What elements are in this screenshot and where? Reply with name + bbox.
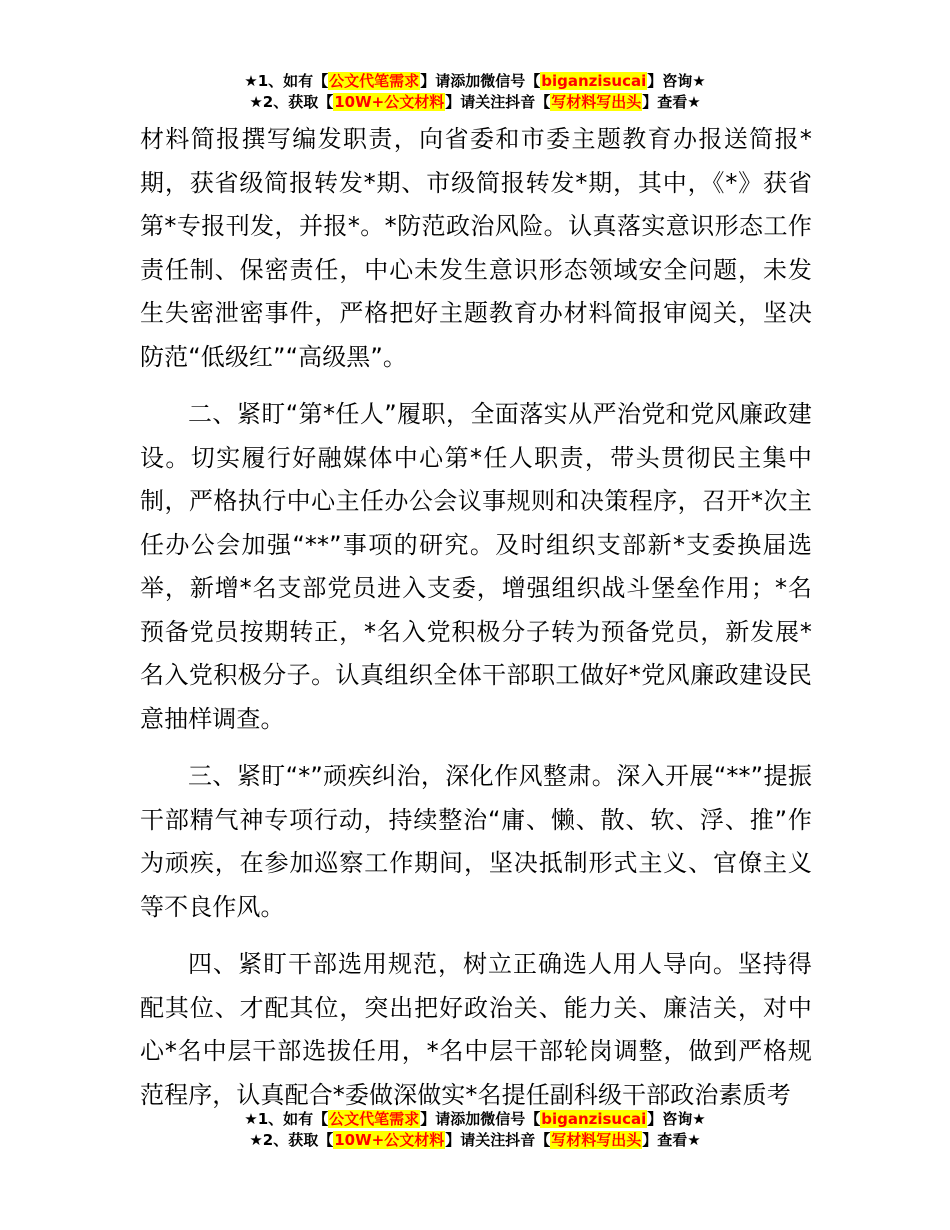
banner-text: 】请关注抖音【 (445, 1131, 551, 1149)
banner-line-1 (0, 1109, 950, 1130)
banner-text: ★2、获取【 (249, 93, 334, 111)
banner-highlight-douyin: 写材料写出头 (551, 1131, 642, 1149)
paragraph-section-4: 四、紧盯干部选用规范，树立正确选人用人导向。坚持得配其位、才配其位，突出把好政治关、能力关、廉洁关，对中心*名中层干部选拔任用，*名中层干部轮岗调整，做到严格规范程序，认真配合*委做深做实*名提任副科级干部政治素质考 (140, 950, 812, 1109)
banner-text: 】查看★ (642, 93, 701, 111)
bottom-banner (0, 1109, 950, 1151)
banner-highlight-materials: 10W+公文材料 (334, 93, 445, 111)
banner-text: 】查看★ (642, 1131, 701, 1149)
banner-text: 】请关注抖音【 (445, 93, 551, 111)
banner-highlight-douyin: 写材料写出头 (551, 93, 642, 111)
banner-text: 】请添加微信号【 (420, 72, 541, 90)
banner-text: 】咨询★ (647, 1110, 706, 1128)
banner-text: 】请添加微信号【 (420, 1110, 541, 1128)
banner-text: ★2、获取【 (249, 1131, 334, 1149)
paragraph-section-2: 二、紧盯“第*任人”履职，全面落实从严治党和党风廉政建设。切实履行好融媒体中心第*任人职责，带头贯彻民主集中制，严格执行中心主任办公会议事规则和决策程序，召开*次主任办公会加强“**”事项的研究。及时组织支部新*支委换届选举，新增*名支部党员进入支委，增强组织战斗堡垒作用；*名预备党员按期转正，*名入党积极分子转为预备党员，新发展*名入党积极分子。认真组织全体干部职工做好*党风廉政建设民意抽样调查。 (140, 400, 812, 733)
banner-text: ★1、如有【 (244, 72, 329, 90)
banner-highlight-wechat-id: biganzisucai (541, 1110, 647, 1128)
banner-text: 】咨询★ (647, 72, 706, 90)
banner-text: ★1、如有【 (244, 1110, 329, 1128)
banner-highlight-wechat-id: biganzisucai (541, 72, 647, 90)
document-body (140, 118, 812, 1131)
paragraph-section-3: 三、紧盯“*”顽疾纠治，深化作风整肃。深入开展“**”提振干部精气神专项行动，持续整治“庸、懒、散、软、浮、推”作为顽疾，在参加巡察工作期间，坚决抵制形式主义、官僚主义等不良作风。 (140, 762, 812, 921)
banner-highlight-ghostwriting: 公文代笔需求 (329, 72, 420, 90)
paragraph-continued: 材料简报撰写编发职责，向省委和市委主题教育办报送简报*期，获省级简报转发*期、市级简报转发*期，其中，《*》获省第*专报刊发，并报*。*防范政治风险。认真落实意识形态工作责任制、保密责任，中心未发生意识形态领域安全问题，未发生失密泄密事件，严格把好主题教育办材料简报审阅关，坚决防范“低级红”“高级黑”。 (140, 125, 812, 371)
banner-line-1 (0, 71, 950, 92)
banner-line-2 (0, 92, 950, 113)
banner-highlight-materials: 10W+公文材料 (334, 1131, 445, 1149)
top-banner (0, 71, 950, 113)
banner-line-2 (0, 1130, 950, 1151)
banner-highlight-ghostwriting: 公文代笔需求 (329, 1110, 420, 1128)
